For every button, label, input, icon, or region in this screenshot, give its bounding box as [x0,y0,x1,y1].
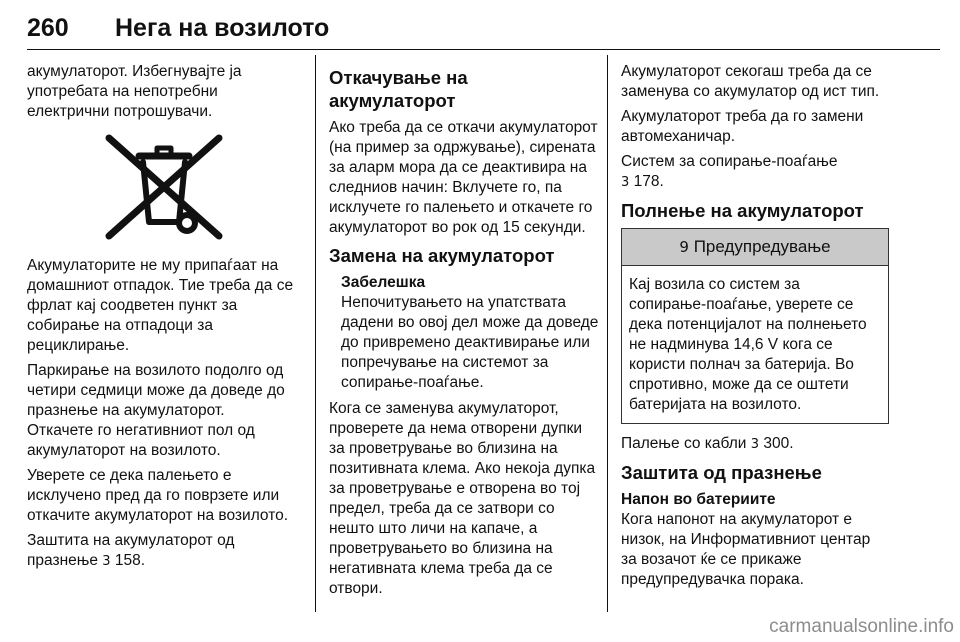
note-block [329,273,599,393]
subsection-heading: Напон во батериите [621,491,776,508]
note-title: Забелешка [341,274,426,291]
section-heading: Полнење на акумулаторот [621,200,864,221]
paragraph: Акумулаторот секогаш треба да се заменува со акумулатор од ист тип. [621,63,880,100]
paragraph [621,434,889,455]
section-heading: Замена на акумулаторот [329,245,555,266]
crossed-out-wheelie-bin-icon [103,134,225,240]
page-number: 260 [27,14,69,42]
warning-text: Кај возила со систем за сопирање-поаѓање, уверете се дека потенцијалот на полнењето не надминува 14,6 V кога се користи полнач за батерија. Во спротивно, може да се оштети батеријата на возилото. [629,276,867,413]
warning-icon: 9 [679,238,689,256]
warning-header [622,229,888,266]
section-heading: Откачување на акумулаторот [329,67,468,111]
watermark: carmanualsonline.info [769,616,954,637]
page-reference-icon: 3 [750,437,760,452]
section-heading: Заштита од празнење [621,462,822,483]
paragraph: Ако треба да се откачи акумулаторот (на пример за одржување), сирената за аларм мора да се деактивира на следниов начин: Вклучете го, па исклучете го палењето и откачете го акумулаторот во рок од 15 секунди. [329,119,598,236]
paragraph: Кога се заменува акумулаторот, проверете да нема отворени дупки за проветрување во близина на позитивната клема. Ако некоја дупка за проветрување е отворена во тој предел, треба да се затвори со нешто што личи на капаче, а проветрувањето во близина на негативната клема треба да се отвори. [329,400,596,597]
note-text: Непочитувањето на упатствата дадени во овој дел може да доведе до привремено деактивирање или попречување на системот за сопирање-поаѓање. [341,294,599,391]
paragraph: Акумулаторите не му припаѓаат на домашниот отпадок. Тие треба да се фрлат кај соодветен пункт за собирање на отпадоци за рециклирање. [27,257,294,354]
page-header [27,8,940,52]
paragraph: Кога напонот на акумулаторот е низок, на Информативниот центар за возачот ќе се прикаже предупредувачка порака. [621,511,871,588]
page-reference-link[interactable]: 300. [763,435,794,452]
paragraph: акумулаторот. Избегнувајте ја употребата на непотребни електрични потрошувачи. [27,63,242,120]
paragraph: Уверете се дека палењето е исклучено пред да го поврзете или откачите акумулаторот на возилото. [27,467,289,524]
warning-body [622,266,888,423]
page-reference-link[interactable]: 178. [633,173,664,190]
paragraph: Паркирање на возилото подолго од четири седмици може да доведе до празнење на акумулаторот. [27,362,285,419]
page-reference-icon: 3 [621,175,630,190]
chapter-title: Нега на возилото [115,14,330,42]
paragraph [621,152,889,193]
paragraph [27,531,301,572]
column-divider-2 [607,55,608,612]
warning-box [621,228,889,424]
header-rule [27,49,940,50]
page-reference-link[interactable]: 158. [114,552,146,569]
paragraph: Откачете го негативниот пол од акумулаторот на возилото. [27,422,255,459]
paragraph: Акумулаторот треба да го замени автомеханичар. [621,108,864,145]
column-2 [329,62,599,604]
cross-reference-text: Палење со кабли [621,435,747,452]
warning-title: Предупредување [693,237,831,256]
page-reference-icon: 3 [102,554,111,569]
column-1 [27,62,301,577]
column-divider-1 [315,55,316,612]
cross-reference-text: Систем за сопирање-поаѓање [621,153,838,170]
cross-reference-text: Заштита на акумулаторот од празнење [27,532,235,569]
column-3 [621,62,889,595]
